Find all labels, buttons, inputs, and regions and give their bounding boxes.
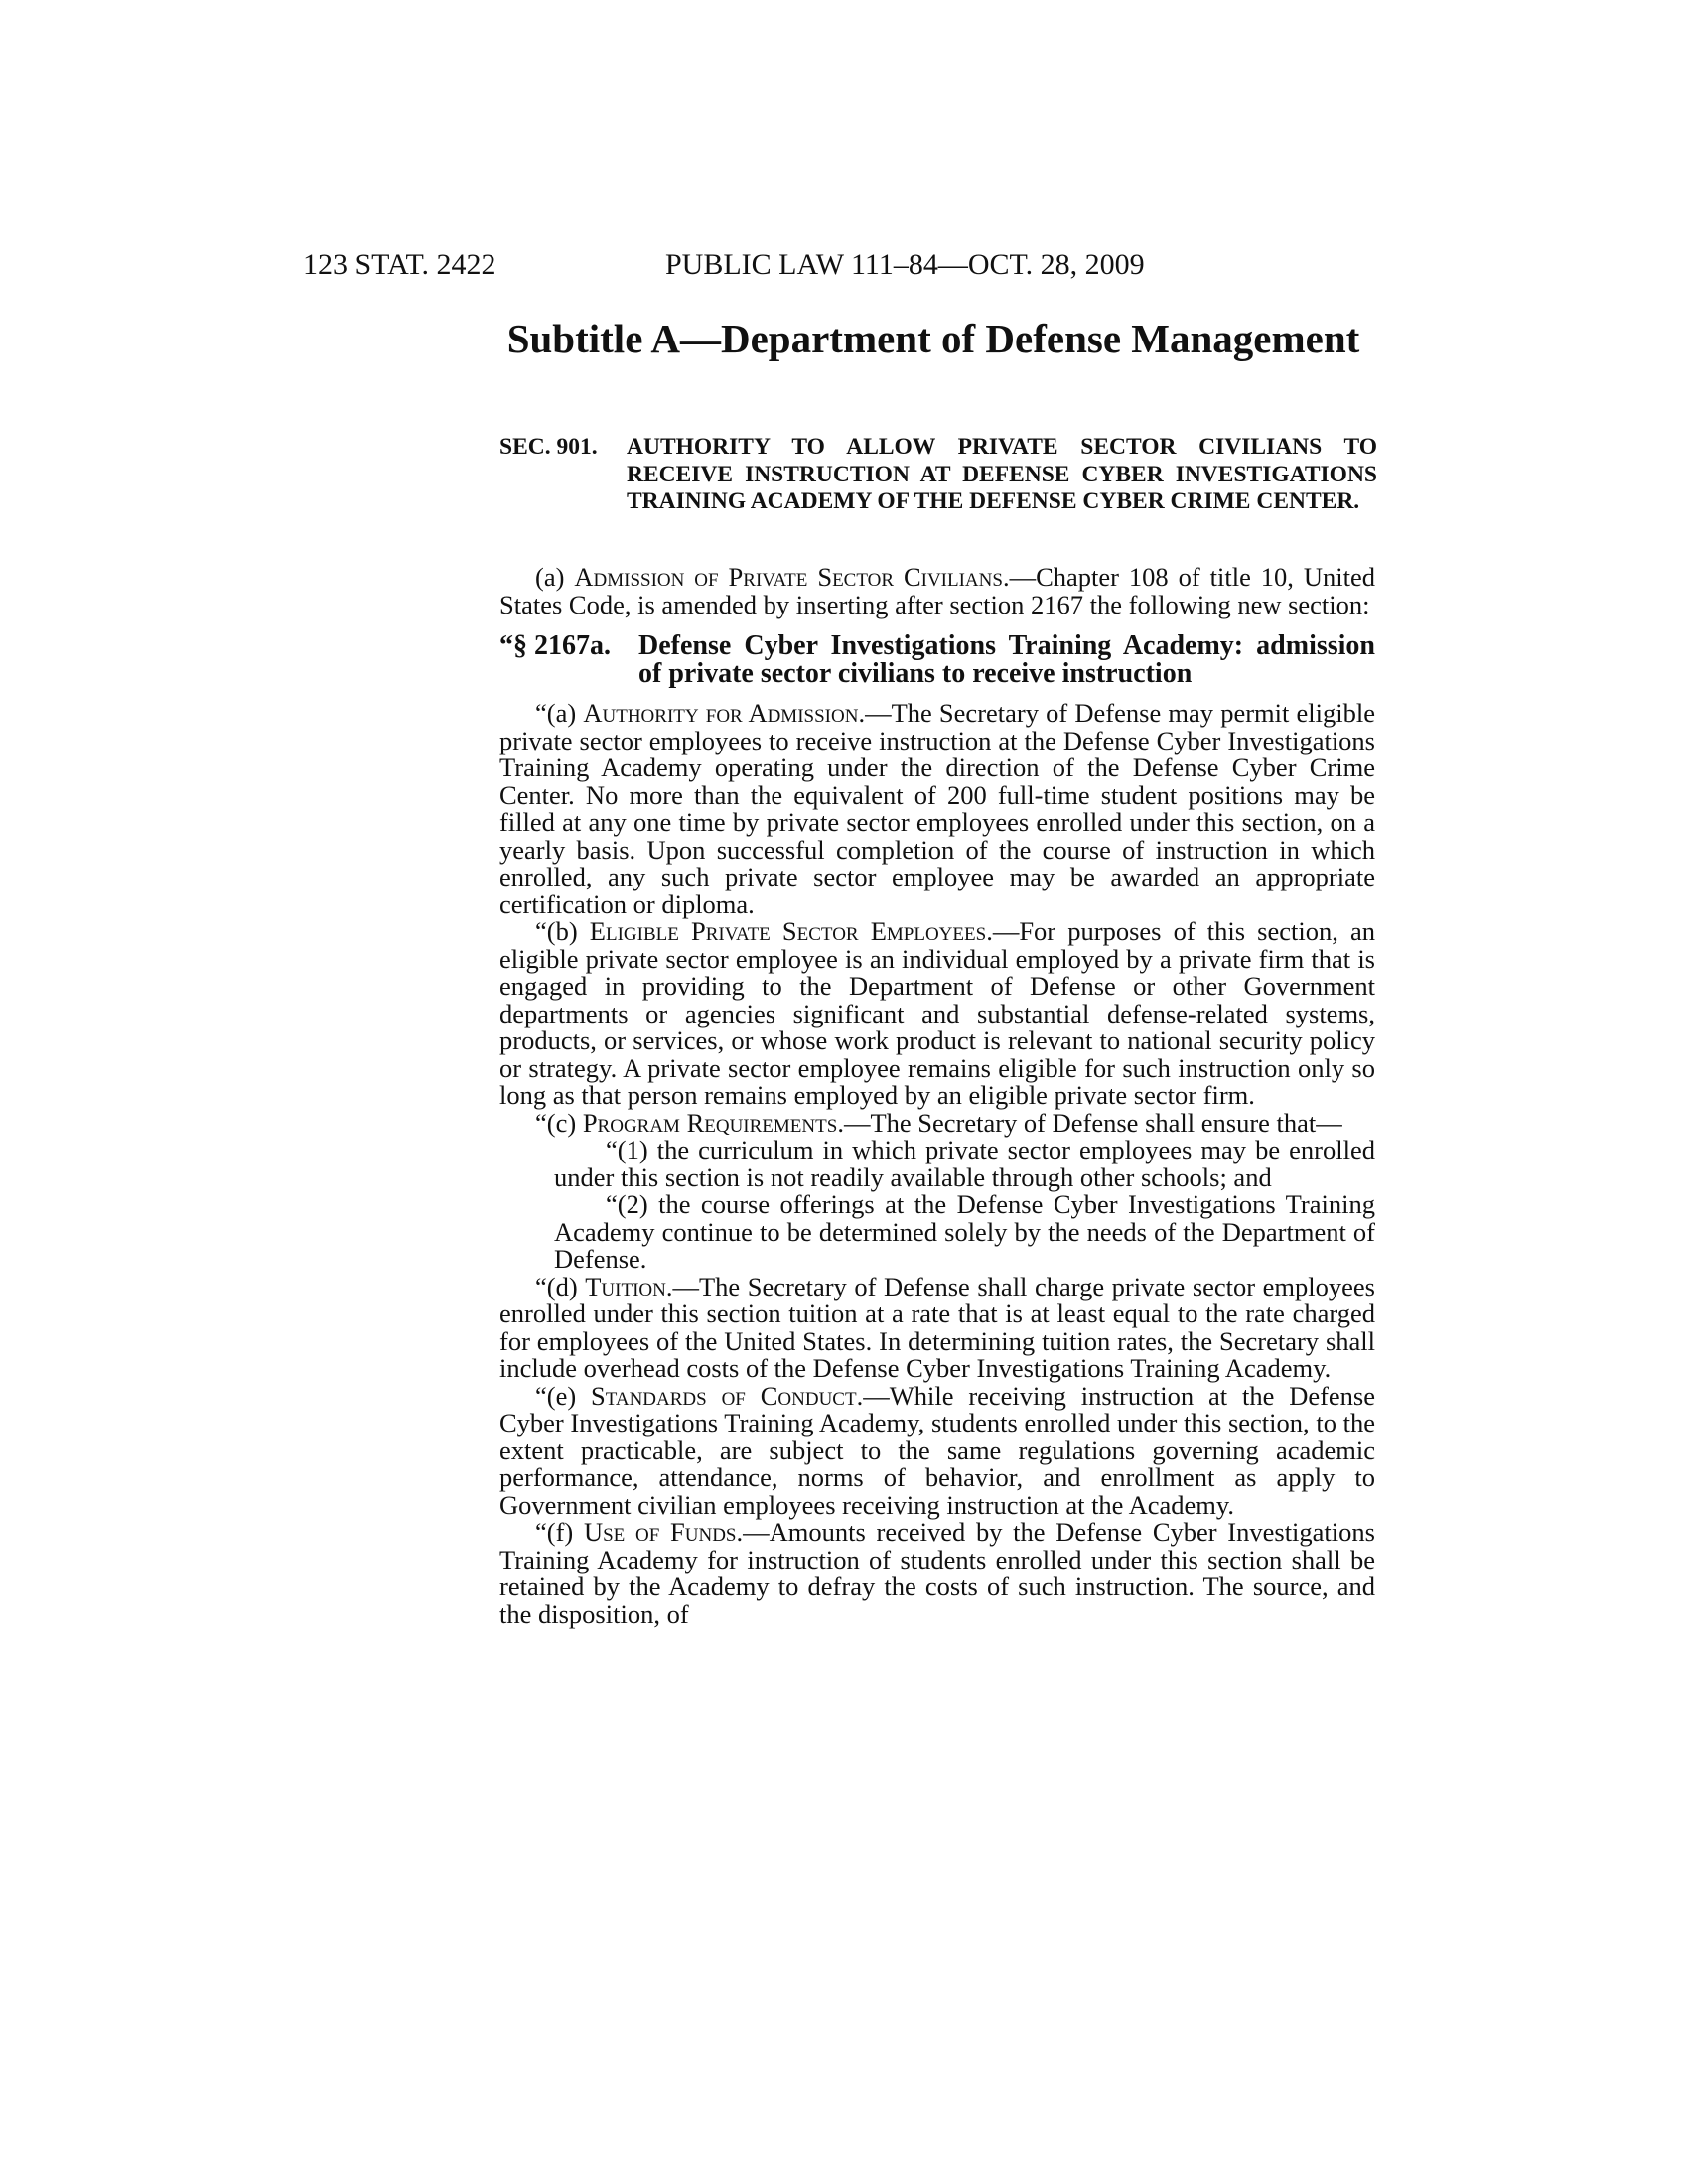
paragraph-d-label: “(d)	[535, 1271, 586, 1301]
paragraph-e-heading: Standards of Conduct	[591, 1380, 857, 1411]
paragraph-f-text: .—Amounts received by the Defense Cyber Investigations Training Academy for instruction of students enrolled under this section shall be retained by the Academy to defray the costs of such instruction. The source, and the disposition, of	[499, 1517, 1375, 1629]
paragraph-c-text: .—The Secretary of Defense shall ensure that—	[837, 1107, 1342, 1138]
paragraph-e	[499, 1380, 1376, 1520]
paragraph-d-text: .—The Secretary of Defense shall charge private sector employees enrolled under this section tuition at a rate that is at least equal to the rate charged for employees of the United States. In determining tuition rates, the Secretary shall include overhead costs of the Defense Cyber Investigations Training Academy.	[499, 1271, 1375, 1383]
section-title: AUTHORITY TO ALLOW PRIVATE SECTOR CIVILIANS TO RECEIVE INSTRUCTION AT DEFENSE CYBER INVESTIGATIONS TRAINING ACADEMY OF THE DEFENSE CYBER CRIME CENTER.	[627, 434, 1377, 514]
subsection-a	[499, 564, 1375, 618]
section-number: SEC. 901.	[499, 434, 598, 460]
subsection-a-heading: Admission of Private Sector Civilians	[574, 562, 1003, 592]
paragraph-c-label: “(c)	[535, 1107, 583, 1138]
paragraph-e-text: .—While receiving instruction at the Defense Cyber Investigations Training Academy, students enrolled under this section, to the extent practicable, are subject to the same regulations governing academic performance, attendance, norms of behavior, and enrollment as apply to Government civilian employees receiving instruction at the Academy.	[499, 1380, 1376, 1520]
page-header	[0, 248, 1688, 288]
paragraph-c-heading: Program Requirements	[582, 1107, 838, 1138]
paragraph-f	[499, 1519, 1375, 1628]
paragraph-c-item-2: “(2) the course offerings at the Defense Cyber Investigations Training Academy continue to be determined solely by the needs of the Department of Defense.	[554, 1189, 1375, 1274]
subsection-a-label: (a)	[535, 562, 575, 592]
paragraph-b	[499, 918, 1375, 1110]
section-heading	[499, 434, 1377, 516]
new-section-heading	[499, 632, 1375, 688]
paragraph-a-text: .—The Secretary of Defense may permit eligible private sector employees to receive instruction at the Defense Cyber Investigations Training Academy operating under the direction of the Defense Cyber Crime Center. No more than the equivalent of 200 full-time student positions may be filled at any one time by private sector employees enrolled under this section, on a yearly basis. Upon successful completion of the course of instruction in which enrolled, any such private sector employee may be awarded an appropriate certification or diploma.	[499, 698, 1376, 919]
paragraph-f-heading: Use of Funds	[583, 1517, 737, 1547]
paragraph-a-label: “(a)	[535, 698, 584, 728]
paragraph-d	[499, 1271, 1375, 1383]
paragraph-f-label: “(f)	[535, 1517, 584, 1547]
paragraph-a-heading: Authority for Admission	[583, 698, 859, 728]
subsection-a-text: .—Chapter 108 of title 10, United States Code, is amended by inserting after section 2167 the following new section:	[499, 562, 1375, 619]
paragraph-b-label: “(b)	[535, 916, 590, 946]
paragraph-b-text: .—For purposes of this section, an eligible private sector employee is an individual employed by a private firm that is engaged in providing to the Department of Defense or other Government departments or agencies significant and substantial defense-related systems, products, or services, or whose work product is relevant to national security policy or strategy. A private sector employee remains eligible for such instruction only so long as that person remains employed by an eligible private sector firm.	[499, 916, 1375, 1110]
document-body	[499, 564, 1375, 1628]
new-section-title: Defense Cyber Investigations Training Academy: admission of private sector civilians to receive instruction	[638, 630, 1375, 689]
paragraph-a	[499, 700, 1375, 918]
paragraph-b-heading: Eligible Private Sector Employees	[589, 916, 987, 946]
paragraph-c	[499, 1107, 1375, 1138]
new-section-number: “§ 2167a.	[499, 630, 611, 661]
statute-page-number: 123 STAT. 2422	[303, 248, 496, 281]
paragraph-c-item-1: “(1) the curriculum in which private sector employees may be enrolled under this section is not readily available through other schools; and	[554, 1135, 1375, 1192]
public-law-citation: PUBLIC LAW 111–84—OCT. 28, 2009	[665, 248, 1145, 281]
paragraph-d-heading: Tuition	[585, 1271, 666, 1301]
subtitle-heading: Subtitle A—Department of Defense Management	[506, 316, 1360, 361]
paragraph-e-label: “(e)	[535, 1380, 592, 1411]
